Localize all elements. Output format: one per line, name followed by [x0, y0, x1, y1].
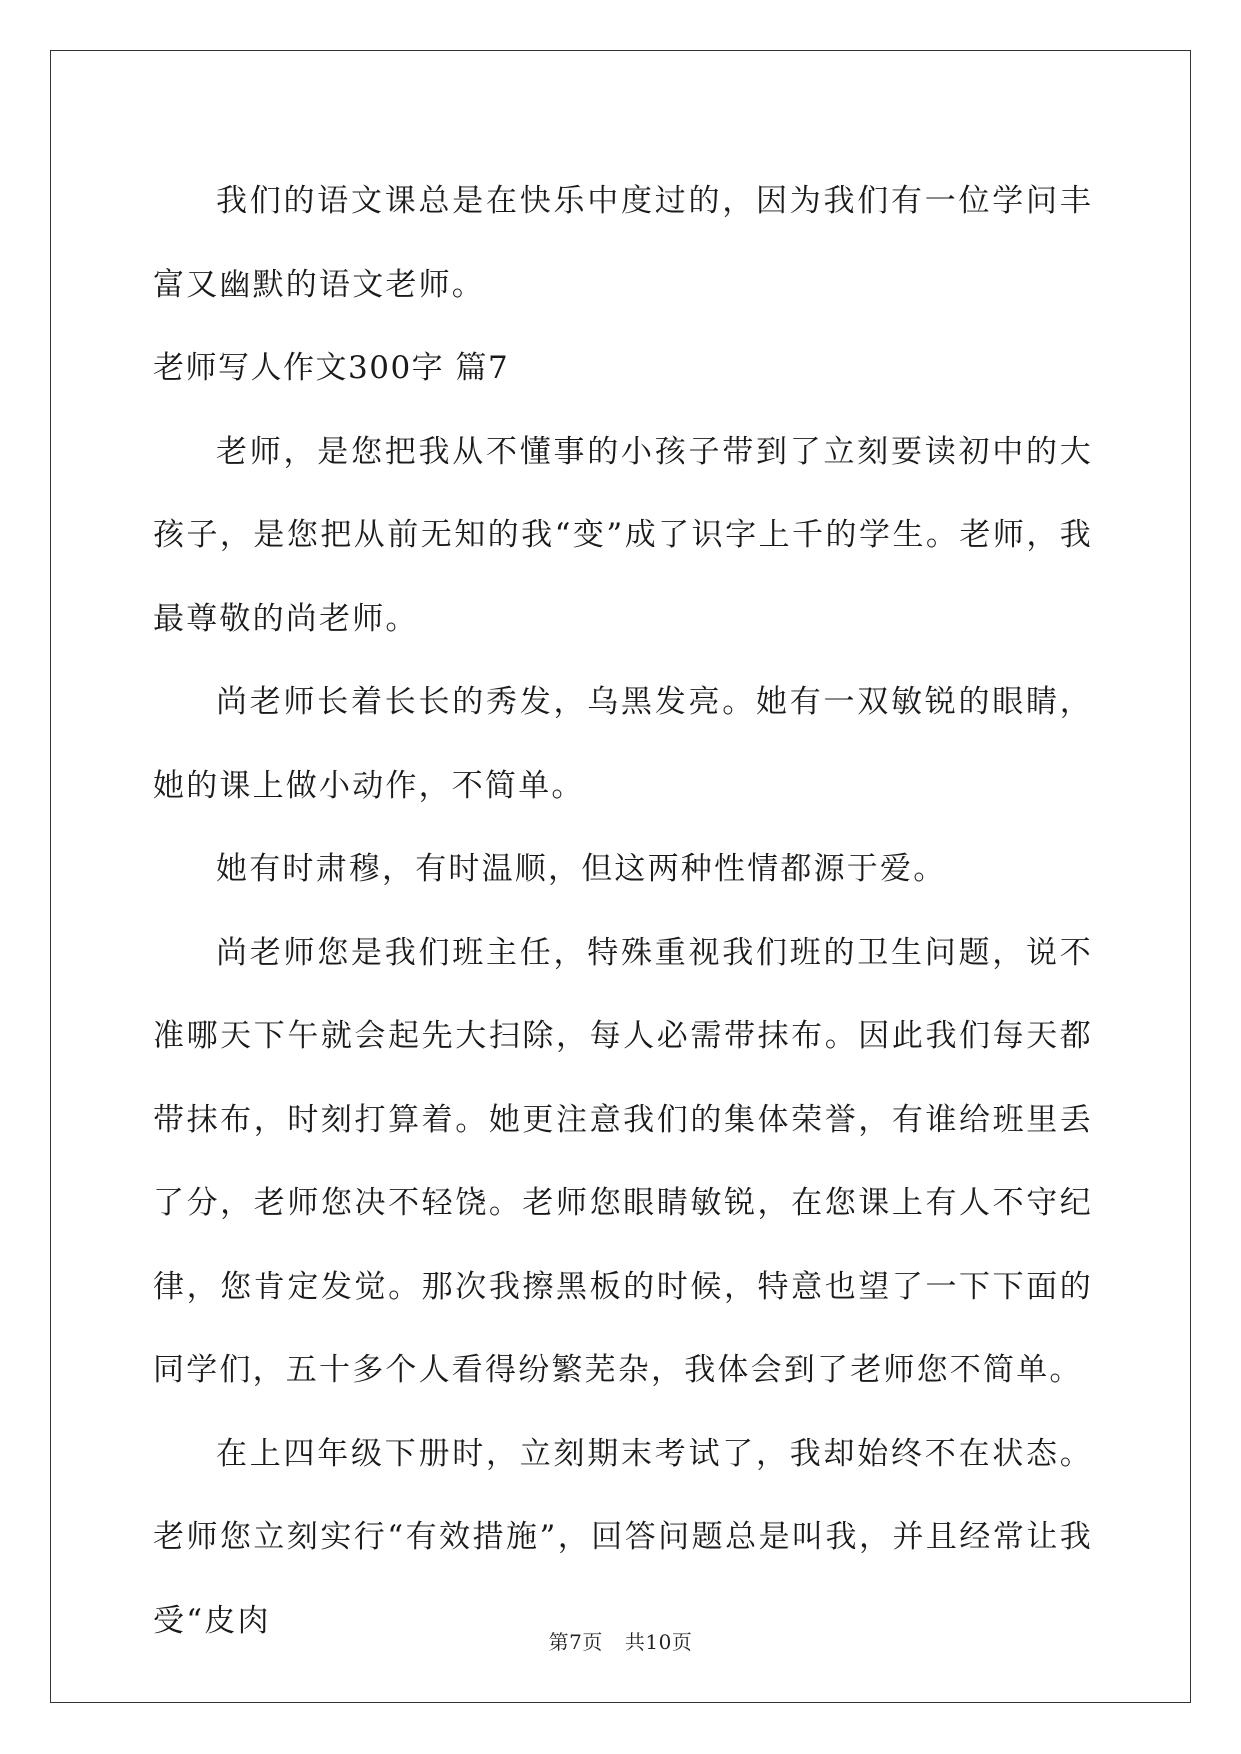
paragraph: 她有时肃穆，有时温顺，但这两种性情都源于爱。	[216, 851, 947, 887]
paragraph: 尚老师长着长长的秀发，乌黑发亮。她有一双敏锐的眼睛，她的课上做小动作，不简单。	[153, 684, 1093, 804]
page-total: 共10页	[624, 1630, 693, 1654]
page-number: 第7页	[548, 1630, 603, 1654]
paragraph: 老师，是您把我从不懂事的小孩子带到了立刻要读初中的大孩子，是您把从前无知的我“变”成了识字上千的学生。老师，我最尊敬的尚老师。	[153, 433, 1093, 637]
section-heading: 老师写人作文300字 篇7	[153, 350, 510, 386]
paragraph: 尚老师您是我们班主任，特殊重视我们班的卫生问题，说不准哪天下午就会起先大扫除，每人必需带抹布。因此我们每天都带抹布，时刻打算着。她更注意我们的集体荣誉，有谁给班里丢了分，老师您决不轻饶。老师您眼睛敏锐，在您课上有人不守纪律，您肯定发觉。那次我擦黑板的时候，特意也望了一下下面的同学们，五十多个人看得纷繁芜杂，我体会到了老师您不简单。	[153, 934, 1093, 1388]
paragraph: 在上四年级下册时，立刻期末考试了，我却始终不在状态。老师您立刻实行“有效措施”，回答问题总是叫我，并且经常让我受“皮肉	[153, 1435, 1093, 1639]
paragraph: 我们的语文课总是在快乐中度过的，因为我们有一位学问丰富又幽默的语文老师。	[153, 183, 1093, 303]
document-body	[153, 160, 1093, 1663]
page-footer	[0, 1626, 1241, 1655]
